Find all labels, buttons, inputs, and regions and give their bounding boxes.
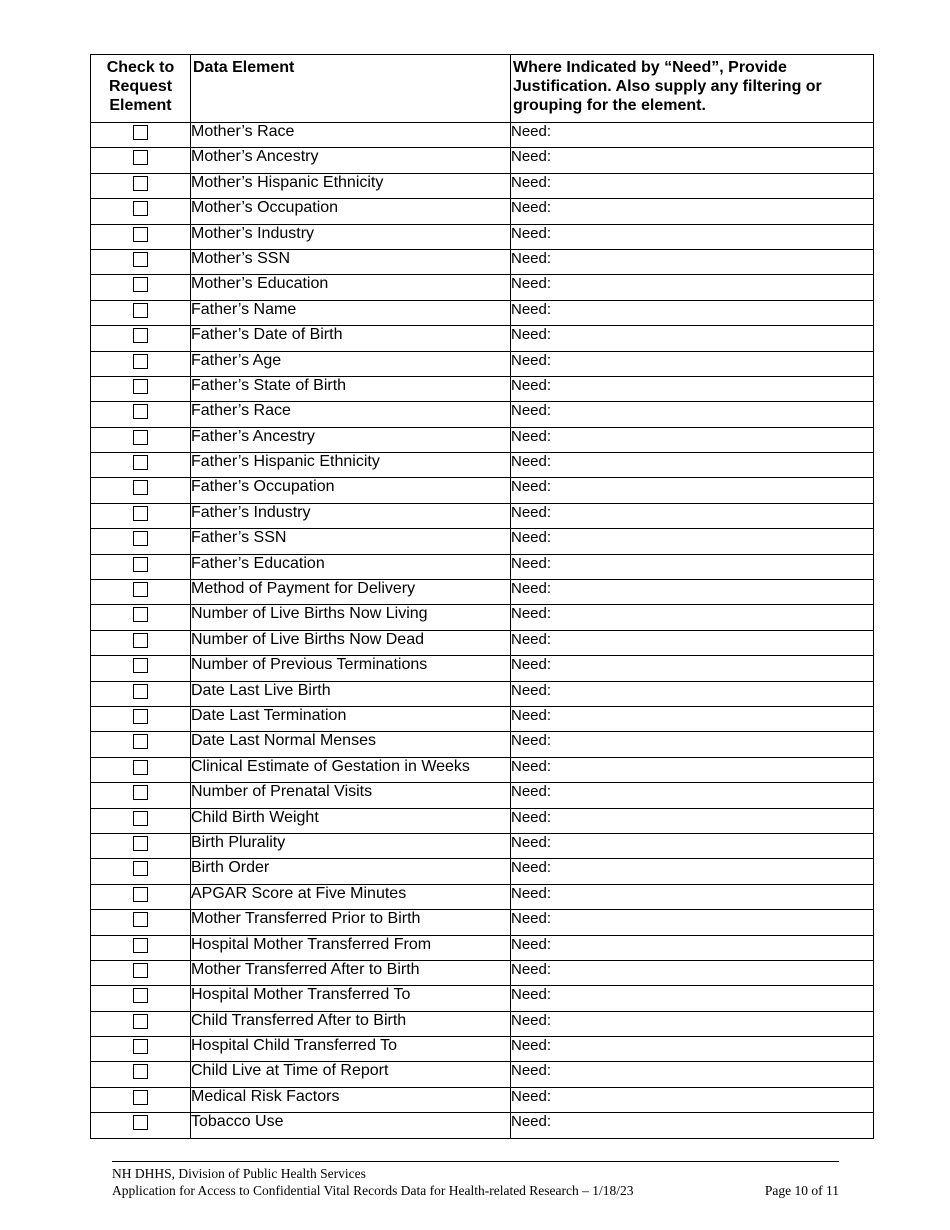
need-justification-field[interactable]: Need: — [511, 300, 874, 325]
table-row — [91, 351, 874, 376]
need-justification-field[interactable]: Need: — [511, 859, 874, 884]
table-row — [91, 503, 874, 528]
request-checkbox-cell — [91, 1062, 191, 1087]
data-element-name: Hospital Mother Transferred To — [191, 986, 511, 1011]
data-element-name: APGAR Score at Five Minutes — [191, 884, 511, 909]
data-element-name: Child Birth Weight — [191, 808, 511, 833]
table-row — [91, 1037, 874, 1062]
data-element-name: Number of Previous Terminations — [191, 656, 511, 681]
need-justification-field[interactable]: Need: — [511, 833, 874, 858]
request-checkbox[interactable] — [133, 963, 148, 978]
footer-line-2 — [112, 1182, 839, 1199]
request-checkbox[interactable] — [133, 633, 148, 648]
request-checkbox[interactable] — [133, 1064, 148, 1079]
request-checkbox-cell — [91, 326, 191, 351]
data-element-name: Father’s Age — [191, 351, 511, 376]
request-checkbox[interactable] — [133, 201, 148, 216]
request-checkbox[interactable] — [133, 328, 148, 343]
data-element-name: Mother Transferred Prior to Birth — [191, 910, 511, 935]
table-row — [91, 402, 874, 427]
request-checkbox[interactable] — [133, 176, 148, 191]
data-element-name: Father’s SSN — [191, 529, 511, 554]
request-checkbox-cell — [91, 173, 191, 198]
need-justification-field[interactable]: Need: — [511, 351, 874, 376]
need-justification-field[interactable]: Need: — [511, 630, 874, 655]
request-checkbox[interactable] — [133, 684, 148, 699]
table-row — [91, 656, 874, 681]
data-element-name: Number of Prenatal Visits — [191, 783, 511, 808]
request-checkbox-cell — [91, 224, 191, 249]
table-row — [91, 935, 874, 960]
need-justification-field[interactable]: Need: — [511, 884, 874, 909]
need-justification-field[interactable]: Need: — [511, 706, 874, 731]
data-element-name: Hospital Child Transferred To — [191, 1037, 511, 1062]
need-justification-field[interactable]: Need: — [511, 275, 874, 300]
table-row — [91, 478, 874, 503]
request-checkbox[interactable] — [133, 277, 148, 292]
request-checkbox-cell — [91, 656, 191, 681]
need-justification-field[interactable]: Need: — [511, 1011, 874, 1036]
request-checkbox[interactable] — [133, 1090, 148, 1105]
request-checkbox[interactable] — [133, 582, 148, 597]
request-checkbox[interactable] — [133, 125, 148, 140]
table-row — [91, 249, 874, 274]
request-checkbox-cell — [91, 783, 191, 808]
request-checkbox[interactable] — [133, 734, 148, 749]
request-checkbox-cell — [91, 554, 191, 579]
data-element-name: Method of Payment for Delivery — [191, 580, 511, 605]
data-element-name: Father’s Occupation — [191, 478, 511, 503]
request-checkbox[interactable] — [133, 887, 148, 902]
data-element-name: Mother’s Occupation — [191, 199, 511, 224]
request-checkbox[interactable] — [133, 785, 148, 800]
table-row — [91, 681, 874, 706]
request-checkbox[interactable] — [133, 1115, 148, 1130]
need-justification-field[interactable]: Need: — [511, 199, 874, 224]
request-checkbox-cell — [91, 1087, 191, 1112]
table-header-row — [91, 55, 874, 123]
request-checkbox[interactable] — [133, 404, 148, 419]
request-checkbox-cell — [91, 249, 191, 274]
need-justification-field[interactable]: Need: — [511, 732, 874, 757]
request-checkbox[interactable] — [133, 836, 148, 851]
request-checkbox[interactable] — [133, 354, 148, 369]
data-element-name: Mother’s Hispanic Ethnicity — [191, 173, 511, 198]
request-checkbox[interactable] — [133, 480, 148, 495]
need-justification-field[interactable]: Need: — [511, 427, 874, 452]
request-checkbox[interactable] — [133, 531, 148, 546]
data-element-request-table — [90, 54, 874, 1139]
request-checkbox-cell — [91, 351, 191, 376]
data-element-name: Number of Live Births Now Living — [191, 605, 511, 630]
table-row — [91, 199, 874, 224]
table-row — [91, 173, 874, 198]
table-row — [91, 859, 874, 884]
request-checkbox[interactable] — [133, 607, 148, 622]
request-checkbox[interactable] — [133, 1014, 148, 1029]
request-checkbox[interactable] — [133, 252, 148, 267]
need-justification-field[interactable]: Need: — [511, 376, 874, 401]
header-check-to-request: Check to Request Element — [91, 55, 191, 123]
table-body — [91, 123, 874, 1139]
need-justification-field[interactable]: Need: — [511, 173, 874, 198]
request-checkbox[interactable] — [133, 709, 148, 724]
request-checkbox-cell — [91, 402, 191, 427]
table-row — [91, 1113, 874, 1138]
table-row — [91, 554, 874, 579]
request-checkbox-cell — [91, 681, 191, 706]
request-checkbox[interactable] — [133, 379, 148, 394]
table-row — [91, 706, 874, 731]
need-justification-field[interactable]: Need: — [511, 935, 874, 960]
request-checkbox-cell — [91, 123, 191, 148]
data-element-name: Father’s Hispanic Ethnicity — [191, 453, 511, 478]
request-checkbox[interactable] — [133, 811, 148, 826]
need-justification-field[interactable]: Need: — [511, 402, 874, 427]
request-checkbox-cell — [91, 503, 191, 528]
data-element-name: Tobacco Use — [191, 1113, 511, 1138]
page-number: Page 10 of 11 — [764, 1183, 839, 1198]
need-justification-field[interactable]: Need: — [511, 478, 874, 503]
table-row — [91, 910, 874, 935]
request-checkbox[interactable] — [133, 455, 148, 470]
table-row — [91, 630, 874, 655]
request-checkbox-cell — [91, 199, 191, 224]
data-element-name: Clinical Estimate of Gestation in Weeks — [191, 757, 511, 782]
table-row — [91, 300, 874, 325]
request-checkbox-cell — [91, 453, 191, 478]
request-checkbox[interactable] — [133, 430, 148, 445]
need-justification-field[interactable]: Need: — [511, 148, 874, 173]
table-row — [91, 453, 874, 478]
request-checkbox-cell — [91, 427, 191, 452]
need-justification-field[interactable]: Need: — [511, 1113, 874, 1138]
need-justification-field[interactable]: Need: — [511, 681, 874, 706]
request-checkbox-cell — [91, 148, 191, 173]
data-element-name: Date Last Live Birth — [191, 681, 511, 706]
need-justification-field[interactable]: Need: — [511, 1037, 874, 1062]
data-element-name: Hospital Mother Transferred From — [191, 935, 511, 960]
request-checkbox[interactable] — [133, 912, 148, 927]
data-element-name: Father’s Name — [191, 300, 511, 325]
request-checkbox-cell — [91, 935, 191, 960]
data-element-name: Mother’s Race — [191, 123, 511, 148]
need-justification-field[interactable]: Need: — [511, 960, 874, 985]
request-checkbox[interactable] — [133, 760, 148, 775]
table-row — [91, 580, 874, 605]
data-element-name: Medical Risk Factors — [191, 1087, 511, 1112]
data-element-name: Father’s Education — [191, 554, 511, 579]
table-row — [91, 123, 874, 148]
request-checkbox[interactable] — [133, 1039, 148, 1054]
request-checkbox[interactable] — [133, 988, 148, 1003]
request-checkbox-cell — [91, 1037, 191, 1062]
table-row — [91, 605, 874, 630]
table-row — [91, 1011, 874, 1036]
request-checkbox[interactable] — [133, 658, 148, 673]
request-checkbox-cell — [91, 1011, 191, 1036]
data-element-name: Mother Transferred After to Birth — [191, 960, 511, 985]
need-justification-field[interactable]: Need: — [511, 656, 874, 681]
need-justification-field[interactable]: Need: — [511, 224, 874, 249]
data-element-name: Date Last Termination — [191, 706, 511, 731]
need-justification-field[interactable]: Need: — [511, 529, 874, 554]
data-element-name: Father’s Race — [191, 402, 511, 427]
request-checkbox-cell — [91, 1113, 191, 1138]
need-justification-field[interactable]: Need: — [511, 1062, 874, 1087]
need-justification-field[interactable]: Need: — [511, 453, 874, 478]
request-checkbox[interactable] — [133, 938, 148, 953]
request-checkbox-cell — [91, 529, 191, 554]
page-footer — [112, 1161, 839, 1199]
table-row — [91, 833, 874, 858]
request-checkbox[interactable] — [133, 303, 148, 318]
request-checkbox-cell — [91, 300, 191, 325]
data-element-name: Mother’s Industry — [191, 224, 511, 249]
request-checkbox-cell — [91, 960, 191, 985]
data-element-name: Child Live at Time of Report — [191, 1062, 511, 1087]
data-element-name: Number of Live Births Now Dead — [191, 630, 511, 655]
table-row — [91, 884, 874, 909]
request-checkbox-cell — [91, 605, 191, 630]
table-row — [91, 960, 874, 985]
data-element-name: Mother’s Ancestry — [191, 148, 511, 173]
request-checkbox[interactable] — [133, 506, 148, 521]
table-row — [91, 732, 874, 757]
table-row — [91, 326, 874, 351]
request-checkbox-cell — [91, 859, 191, 884]
request-checkbox-cell — [91, 580, 191, 605]
request-checkbox-cell — [91, 986, 191, 1011]
request-checkbox-cell — [91, 706, 191, 731]
request-checkbox-cell — [91, 376, 191, 401]
need-justification-field[interactable]: Need: — [511, 1087, 874, 1112]
need-justification-field[interactable]: Need: — [511, 783, 874, 808]
data-element-name: Child Transferred After to Birth — [191, 1011, 511, 1036]
request-checkbox-cell — [91, 732, 191, 757]
table-row — [91, 1062, 874, 1087]
request-checkbox[interactable] — [133, 861, 148, 876]
data-element-name: Father’s State of Birth — [191, 376, 511, 401]
footer-org: NH DHHS, Division of Public Health Services — [112, 1166, 366, 1181]
request-checkbox-cell — [91, 833, 191, 858]
table-row — [91, 224, 874, 249]
request-checkbox[interactable] — [133, 150, 148, 165]
request-checkbox-cell — [91, 630, 191, 655]
request-checkbox-cell — [91, 884, 191, 909]
data-element-name: Birth Order — [191, 859, 511, 884]
data-element-name: Father’s Date of Birth — [191, 326, 511, 351]
request-checkbox[interactable] — [133, 227, 148, 242]
need-justification-field[interactable]: Need: — [511, 123, 874, 148]
data-element-name: Mother’s Education — [191, 275, 511, 300]
need-justification-field[interactable]: Need: — [511, 554, 874, 579]
table-row — [91, 783, 874, 808]
need-justification-field[interactable]: Need: — [511, 580, 874, 605]
data-element-name: Father’s Ancestry — [191, 427, 511, 452]
table-row — [91, 427, 874, 452]
request-checkbox[interactable] — [133, 557, 148, 572]
data-element-name: Mother’s SSN — [191, 249, 511, 274]
need-justification-field[interactable]: Need: — [511, 503, 874, 528]
request-checkbox-cell — [91, 808, 191, 833]
table-row — [91, 529, 874, 554]
header-data-element: Data Element — [191, 55, 511, 123]
table-row — [91, 275, 874, 300]
need-justification-field[interactable]: Need: — [511, 910, 874, 935]
need-justification-field[interactable]: Need: — [511, 757, 874, 782]
table-row — [91, 148, 874, 173]
table-row — [91, 757, 874, 782]
data-element-name: Father’s Industry — [191, 503, 511, 528]
table-row — [91, 808, 874, 833]
request-checkbox-cell — [91, 910, 191, 935]
need-justification-field[interactable]: Need: — [511, 986, 874, 1011]
header-justification: Where Indicated by “Need”, Provide Justification. Also supply any filtering or grouping for the element. — [511, 55, 874, 123]
footer-doc-title: Application for Access to Confidential Vital Records Data for Health-related Research – 1/18/23 — [112, 1183, 634, 1198]
table-row — [91, 1087, 874, 1112]
request-checkbox-cell — [91, 478, 191, 503]
need-justification-field[interactable]: Need: — [511, 808, 874, 833]
table-row — [91, 986, 874, 1011]
table-row — [91, 376, 874, 401]
need-justification-field[interactable]: Need: — [511, 605, 874, 630]
need-justification-field[interactable]: Need: — [511, 326, 874, 351]
need-justification-field[interactable]: Need: — [511, 249, 874, 274]
request-checkbox-cell — [91, 757, 191, 782]
data-element-name: Date Last Normal Menses — [191, 732, 511, 757]
request-checkbox-cell — [91, 275, 191, 300]
data-element-name: Birth Plurality — [191, 833, 511, 858]
